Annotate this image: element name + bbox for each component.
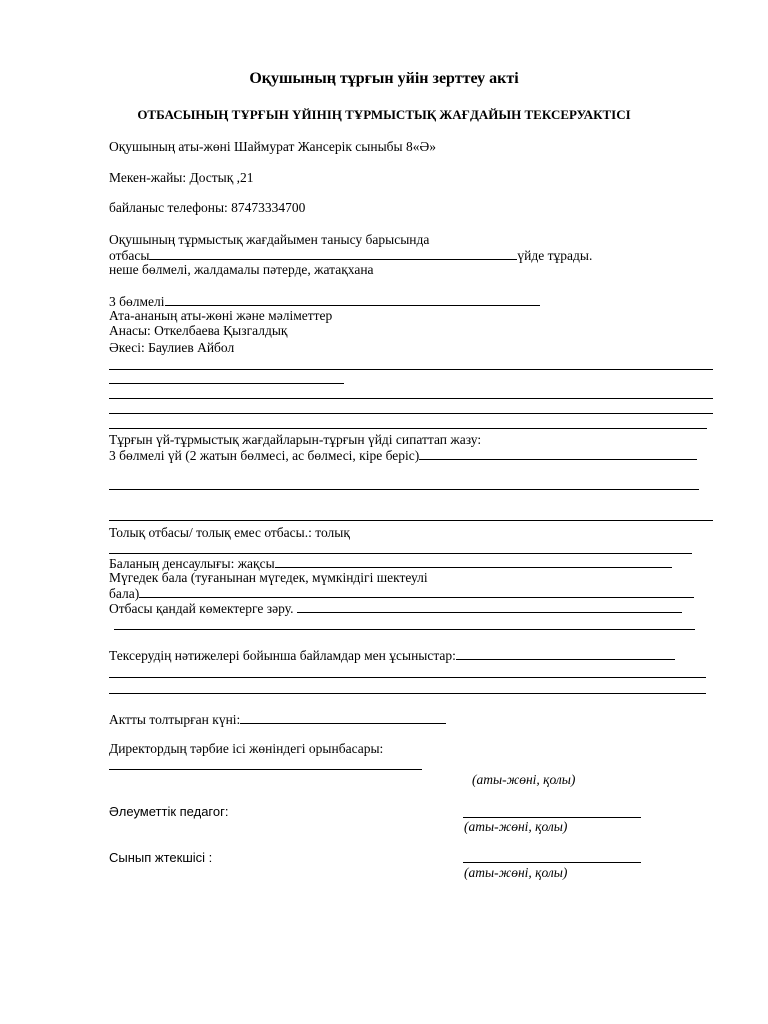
living-desc-blank [419, 447, 697, 460]
blank-rule [114, 629, 695, 630]
sign-hint-deputy: (аты-жөні, қолы) [472, 772, 576, 787]
blank-rule [109, 693, 706, 694]
housing-family-suffix: үйде тұрады. [517, 248, 593, 263]
blank-rule [109, 413, 713, 414]
student-name-line: Оқушының аты-жөні Шаймурат Жансерік сыныбы 8«Ә» [109, 139, 436, 154]
housing-family-label: отбасы [109, 248, 150, 263]
living-desc-line [109, 447, 697, 464]
housing-options: неше бөлмелі, жалдамалы пәтерде, жатақхана [109, 262, 374, 277]
blank-rule [109, 383, 344, 384]
blank-rule [109, 489, 699, 490]
rooms-blank [165, 293, 540, 306]
disabled-child-blank [139, 585, 694, 598]
blank-rule [109, 520, 713, 521]
document-title: Оқушының тұрғын уйін зерттеу акті [249, 70, 519, 87]
social-pedagogue-blank [463, 817, 641, 818]
sign-hint-social: (аты-жөні, қолы) [464, 819, 568, 834]
assistance-blank [297, 600, 682, 613]
assistance-label: Отбасы қандай көмектерге зəру. [109, 601, 297, 616]
disabled-child-line1: Мүгедек бала (туғанынан мүгедек, мүмкіндігі шектеулі [109, 570, 428, 585]
conclusions-blank [456, 647, 675, 660]
living-desc-value: 3 бөлмелі үй (2 жатын бөлмесі, ас бөлмесі, кіре беріс) [109, 448, 420, 463]
blank-rule [109, 553, 692, 554]
child-health-value: Баланың денсаулығы: жақсы [109, 556, 275, 571]
housing-intro: Оқушының тұрмыстық жағдайымен танысу барысында [109, 232, 430, 247]
family-type-line: Толық отбасы/ толық емес отбасы.: толық [109, 525, 350, 540]
date-filled-blank [240, 711, 446, 724]
deputy-director-label: Директордың тәрбие ісі жөніндегі орынбасары: [109, 741, 384, 756]
housing-family-blank [149, 247, 517, 260]
disabled-child-label: бала) [109, 586, 140, 601]
deputy-director-blank [109, 769, 422, 770]
phone-line: байланыс телефоны: 87473334700 [109, 200, 306, 215]
child-health-blank [275, 555, 672, 568]
rooms-value: 3 бөлмелі [109, 294, 165, 309]
assistance-line [109, 600, 682, 617]
father-line: Әкесі: Баулиев Айбол [109, 340, 235, 355]
class-teacher-blank [463, 862, 641, 863]
blank-rule [109, 428, 707, 429]
date-filled-line [109, 711, 446, 728]
conclusions-label: Тексерудің нәтижелері бойынша байламдар мен ұсыныстар: [109, 648, 456, 663]
sign-hint-teacher: (аты-жөні, қолы) [464, 865, 568, 880]
conclusions-line [109, 647, 675, 664]
blank-rule [109, 398, 713, 399]
blank-rule [109, 677, 706, 678]
date-filled-label: Актты толтырған күні: [109, 712, 241, 727]
blank-rule [109, 369, 713, 370]
living-desc-heading: Тұрғын үй-тұрмыстық жағдайларын-тұрғын үйді сипаттап жазу: [109, 432, 482, 447]
social-pedagogue-label: Әлеуметтік педагог: [109, 804, 229, 819]
document-subtitle: ОТБАСЫНЫҢ ТҰРҒЫН ҮЙІНІҢ ТҰРМЫСТЫҚ ЖАҒДАЙЫН ТЕКСЕРУАКТІСІ [137, 107, 631, 122]
mother-line: Анасы: Откелбаева Қызгалдық [109, 323, 288, 338]
parents-heading: Ата-ананың аты-жөні және мәліметтер [109, 308, 333, 323]
address-line: Мекен-жайы: Достық ,21 [109, 170, 254, 185]
class-teacher-label: Сынып жтекшісі : [109, 850, 213, 865]
